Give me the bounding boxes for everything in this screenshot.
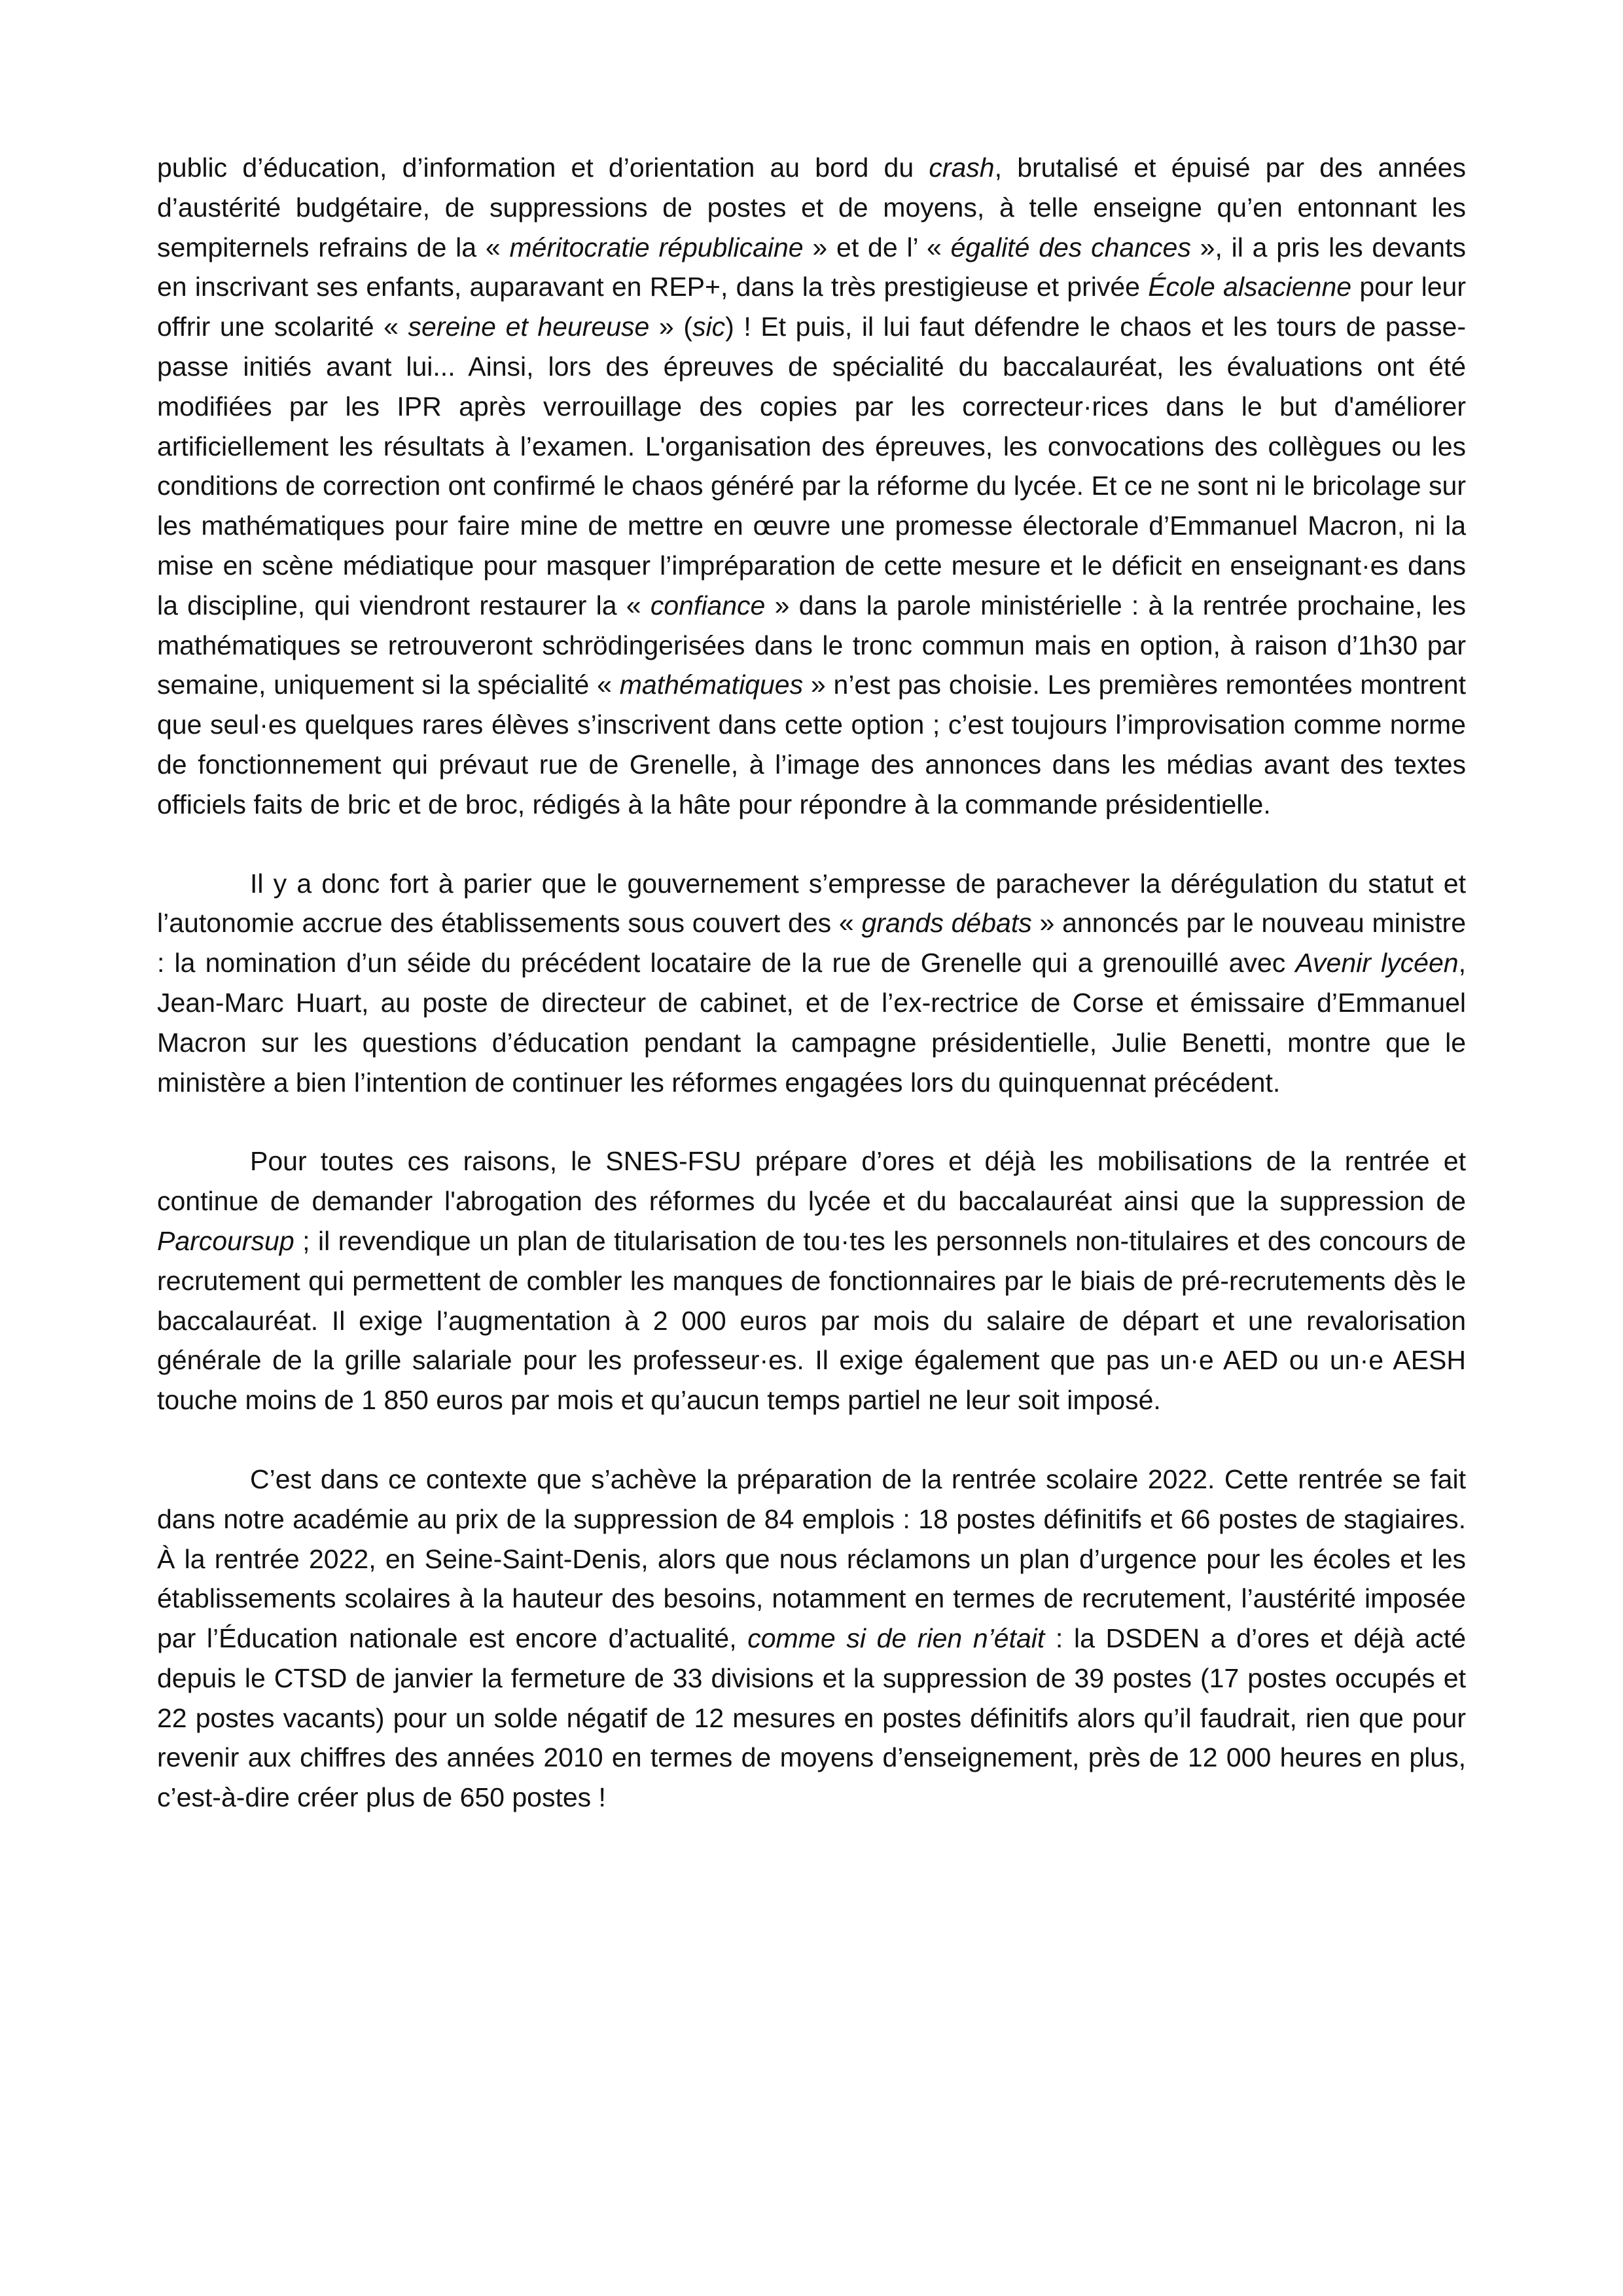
paragraph-1-run-10: sereine et heureuse xyxy=(408,312,650,342)
paragraph-3-run-1: Pour toutes ces raisons, le SNES-FSU prépare d’ores et déjà les mobilisations de la rentrée et continue de demander l'abrogation des réformes du lycée et du baccalauréat ainsi que la suppression de xyxy=(157,1146,1466,1217)
paragraph-2-run-4: Avenir lycéen xyxy=(1295,948,1459,978)
document-page xyxy=(157,148,1466,1857)
paragraph-1 xyxy=(157,148,1466,825)
paragraph-4-run-1: C’est dans ce contexte que s’achève la préparation de la rentrée scolaire 2022. Cette rentrée se fait dans notre académie au prix de la suppression de 84 emplois : 18 postes définitifs et 66 postes de stagiaires. À la rentrée 2022, en Seine-Saint-Denis, alors que nous réclamons un plan d’urgence pour les écoles et les établissements scolaires à la hauteur des besoins, notamment en termes de recrutement, l’austérité imposée par l’Éducation nationale est encore d’actualité, xyxy=(157,1463,1466,1654)
paragraph-3 xyxy=(157,1141,1466,1420)
paragraph-1-run-13: ) ! Et puis, il lui faut défendre le chaos et les tours de passe-passe initiés avant lui... Ainsi, lors des épreuves de spécialité du baccalauréat, les évaluations ont été modifiées par les IPR après verrouillage des copies par les correcteur·rices dans le but d'améliorer artificiellement les résultats à l’examen. L'organisation des épreuves, les convocations des collègues ou les conditions de correction ont confirmé le chaos généré par la réforme du lycée. Et ce ne sont ni le bricolage sur les mathématiques pour faire mine de mettre en œuvre une promesse électorale d’Emmanuel Macron, ni la mise en scène médiatique pour masquer l’impréparation de cette mesure et le déficit en enseignant·es dans la discipline, qui viendront restaurer la « xyxy=(157,312,1466,620)
paragraph-2-run-3: » annoncés par le nouveau ministre : la nomination d’un séide du précédent locataire de la rue de Grenelle qui a grenouillé avec xyxy=(157,908,1466,978)
paragraph-1-run-11: » ( xyxy=(649,312,692,342)
paragraph-1-run-1: public d’éducation, d’information et d’orientation au bord du xyxy=(157,152,929,183)
paragraph-3-run-3: ; il revendique un plan de titularisation de tou·tes les personnels non-titulaires et des concours de recrutement qui permettent de combler les manques de fonctionnaires par le biais de pré-recrutements dès le baccalauréat. Il exige l’augmentation à 2 000 euros par mois du salaire de départ et une revalorisation générale de la grille salariale pour les professeur·es. Il exige également que pas un·e AED ou un·e AESH touche moins de 1 850 euros par mois et qu’aucun temps partiel ne leur soit imposé. xyxy=(157,1225,1466,1416)
paragraph-2 xyxy=(157,864,1466,1103)
paragraph-1-run-12: sic xyxy=(692,312,726,342)
paragraph-1-run-8: École alsacienne xyxy=(1148,272,1352,302)
paragraph-1-run-14: confiance xyxy=(650,590,766,620)
paragraph-1-run-7: », il a pris les devants en inscrivant ses enfants, auparavant en REP+, dans la très prestigieuse et privée xyxy=(157,232,1466,302)
paragraph-1-run-5: » et de l’ « xyxy=(803,232,951,262)
paragraph-1-run-16: mathématiques xyxy=(619,670,804,700)
paragraph-1-run-2: crash xyxy=(929,152,995,183)
paragraph-4-run-2: comme si de rien n’était xyxy=(747,1623,1045,1654)
paragraph-4 xyxy=(157,1460,1466,1818)
paragraph-1-run-4: méritocratie républicaine xyxy=(509,232,804,262)
paragraph-1-run-17: » n’est pas choisie. Les premières remontées montrent que seul·es quelques rares élèves s’inscrivent dans cette option ; c’est toujours l’improvisation comme norme de fonctionnement qui prévaut rue de Grenelle, à l’image des annonces dans les médias avant des textes officiels faits de bric et de broc, rédigés à la hâte pour répondre à la commande présidentielle. xyxy=(157,670,1467,819)
paragraph-1-run-6: égalité des chances xyxy=(950,232,1191,262)
paragraph-2-run-1: Il y a donc fort à parier que le gouvernement s’empresse de parachever la dérégulation du statut et l’autonomie accrue des établissements sous couvert des « xyxy=(157,868,1466,939)
paragraph-4-run-3: : la DSDEN a d’ores et déjà acté depuis le CTSD de janvier la fermeture de 33 divisions et la suppression de 39 postes (17 postes occupés et 22 postes vacants) pour un solde négatif de 12 mesures en postes définitifs alors qu’il faudrait, rien que pour revenir aux chiffres des années 2010 en termes de moyens d’enseignement, près de 12 000 heures en plus, c’est-à-dire créer plus de 650 postes ! xyxy=(157,1623,1466,1813)
paragraph-1-run-9: pour leur offrir une scolarité « xyxy=(157,272,1466,342)
paragraph-2-run-2: grands débats xyxy=(861,908,1032,939)
paragraph-1-run-3: , brutalisé et épuisé par des années d’austérité budgétaire, de suppressions de postes et de moyens, à telle enseigne qu’en entonnant les sempiternels refrains de la « xyxy=(157,152,1466,262)
paragraph-3-run-2: Parcoursup xyxy=(157,1225,294,1256)
paragraph-1-run-15: » dans la parole ministérielle : à la rentrée prochaine, les mathématiques se retrouveront schrödingerisées dans le tronc commun mais en option, à raison d’1h30 par semaine, uniquement si la spécialité « xyxy=(157,590,1466,700)
paragraph-2-run-5: , Jean-Marc Huart, au poste de directeur de cabinet, et de l’ex-rectrice de Corse et émissaire d’Emmanuel Macron sur les questions d’éducation pendant la campagne présidentielle, Julie Benetti, montre que le ministère a bien l’intention de continuer les réformes engagées lors du quinquennat précédent. xyxy=(157,948,1466,1098)
